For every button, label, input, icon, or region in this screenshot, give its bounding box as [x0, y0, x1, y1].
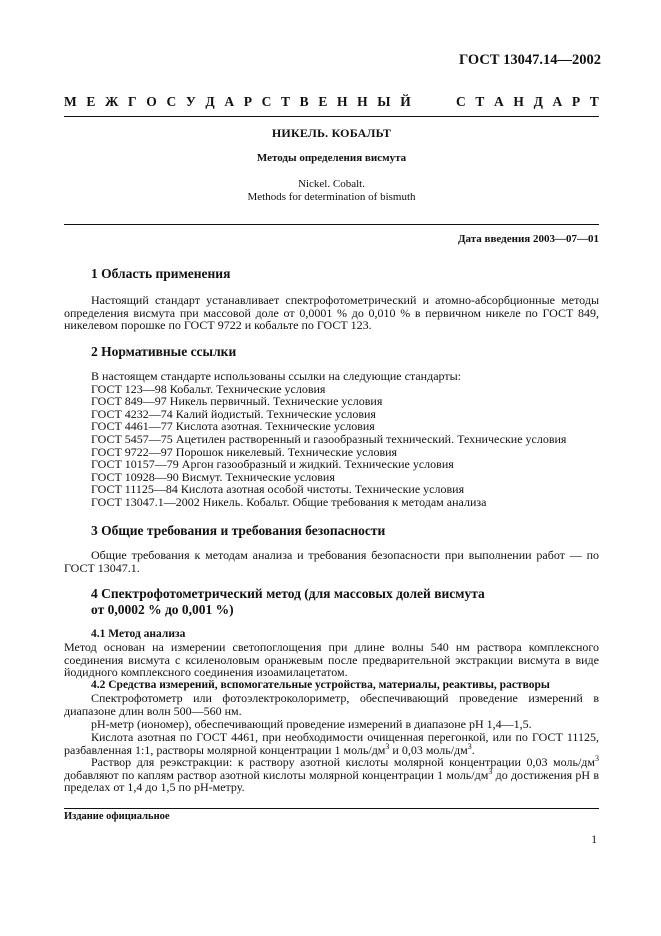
banner-letter: Т	[589, 94, 599, 109]
section-2-heading: 2 Нормативные ссылки	[91, 344, 237, 359]
ref-item: ГОСТ 10928—90 Висмут. Технические условия	[91, 469, 335, 484]
banner-letter: С	[261, 94, 272, 109]
edition-label: Издание официальное	[64, 811, 170, 822]
section-1-text: Настоящий стандарт устанавливает спектрофотометрический и атомно-абсорбционные методы определения висмута при массовой доле от 0,0001 % до 0,010 % в первичном никеле по ГОСТ 849, никелевом порошке по ГОСТ 9722 и кобальте по ГОСТ 123.	[64, 293, 599, 333]
title-sub: Методы определения висмута	[256, 152, 407, 164]
section-3-text: Общие требования к методам анализа и требования безопасности при выполнении работ — по ГОСТ 13047.1.	[64, 548, 599, 575]
banner-letter: А	[224, 94, 235, 109]
ref-item: ГОСТ 123—98 Кобальт. Технические условия	[91, 381, 326, 396]
title-en-line1: Nickel. Cobalt.	[298, 178, 365, 190]
banner-letter: Ж	[105, 94, 119, 109]
banner-letter: Е	[86, 94, 96, 109]
subsection-4-2-heading: 4.2 Средства измерений, вспомогательные устройства, материалы, реактивы, растворы	[91, 679, 550, 691]
banner-letter: М	[64, 94, 77, 109]
standard-type-banner	[64, 94, 599, 110]
section-2-refs	[91, 370, 566, 509]
intro-date: Дата введения 2003—07—01	[457, 233, 599, 245]
section-4-heading	[91, 586, 485, 618]
ref-item: ГОСТ 4461—77 Кислота азотная. Технические условия	[91, 419, 375, 434]
banner-letter: Д	[533, 94, 543, 109]
ref-item: ГОСТ 849—97 Никель первичный. Технические условия	[91, 394, 383, 409]
banner-letter: У	[185, 94, 196, 109]
footer-rule	[64, 808, 599, 809]
banner-letter: Г	[128, 94, 137, 109]
banner-letter: Й	[400, 94, 411, 109]
banner-letter: А	[552, 94, 563, 109]
banner-letter: С	[166, 94, 177, 109]
section-1-heading: 1 Область применения	[91, 266, 231, 281]
subsection-4-1-text: Метод основан на измерении светопоглощения при длине волны 540 нм раствора комплексного соединения висмута с ксиленоловым оранжевым после предварительной экстракции висмута в виде йодидного комплексного соединения изоамилацетатом.	[64, 640, 599, 680]
ref-item: ГОСТ 13047.1—2002 Никель. Кобальт. Общие требования к методам анализа	[91, 494, 487, 509]
subsection-4-2-p1: Спектрофотометр или фотоэлектроколориметр, обеспечивающий проведение измерений в диапазоне длин волн 500—560 нм.	[64, 691, 599, 718]
banner-letter: Р	[571, 94, 581, 109]
subsection-4-1-heading: 4.1 Метод анализа	[91, 628, 186, 640]
subsection-4-2-p3: Кислота азотная по ГОСТ 4461, при необходимости очищенная перегонкой, или по ГОСТ 11125, разбавленная 1:1, растворы молярной концентрации 1 моль/$дм^3$ и 0,03 моль/$дм^3$.	[64, 730, 599, 757]
title-english	[64, 178, 599, 204]
subsection-4-2-p4: Раствор для реэкстракции: к раствору азотной кислоты молярной концентрации 0,03 моль/$дм^3$ добавляют по каплям раствор азотной кислоты молярной концентрации 1 моль/$дм^3$ до достижения рН в пределах от 1,4 до 1,5 по рН-метру.	[64, 754, 600, 795]
ref-item: ГОСТ 10157—79 Аргон газообразный и жидкий. Технические условия	[91, 457, 454, 472]
refs-intro: В настоящем стандарте использованы ссылки на следующие стандарты:	[91, 369, 462, 383]
banner-letter: С	[455, 94, 466, 109]
ref-item: ГОСТ 9722—97 Порошок никелевый. Технические условия	[91, 444, 398, 459]
subsection-4-2-p2: рН-метр (иономер), обеспечивающий проведение измерений в диапазоне рН 1,4—1,5.	[91, 717, 532, 731]
ref-item: ГОСТ 11125—84 Кислота азотная особой чистоты. Технические условия	[91, 482, 465, 497]
banner-letter: Ы	[377, 94, 391, 109]
doc-code: ГОСТ 13047.14—2002	[459, 52, 601, 68]
title-en-line2: Methods for determination of bismuth	[247, 191, 416, 203]
banner-letter: А	[494, 94, 504, 109]
banner-letter: Н	[513, 94, 524, 109]
ref-item: ГОСТ 5457—75 Ацетилен растворенный и газообразный технический. Технические условия	[91, 431, 567, 446]
banner-letter: Р	[243, 94, 252, 109]
banner-letter: Е	[318, 94, 328, 109]
banner-gap	[420, 94, 446, 110]
title-main: НИКЕЛЬ. КОБАЛЬТ	[271, 126, 392, 140]
section-4-heading-line1: 4 Спектрофотометрический метод (для массовых долей висмута	[91, 586, 485, 601]
section-3-heading: 3 Общие требования и требования безопасности	[91, 523, 386, 538]
section-4-heading-line2: от 0,0002 % до 0,001 %)	[91, 602, 234, 617]
banner-letter: В	[299, 94, 309, 109]
banner-letter: Н	[336, 94, 348, 109]
title-rule-bottom	[64, 224, 599, 225]
banner-letter: Д	[205, 94, 215, 109]
page-number: 1	[591, 834, 597, 846]
banner-letter: О	[146, 94, 157, 109]
banner-letter: Т	[475, 94, 485, 109]
title-rule-top	[64, 116, 599, 117]
banner-letter: Т	[281, 94, 291, 109]
ref-item: ГОСТ 4232—74 Калий йодистый. Технические условия	[91, 406, 376, 421]
banner-letter: Н	[357, 94, 368, 109]
